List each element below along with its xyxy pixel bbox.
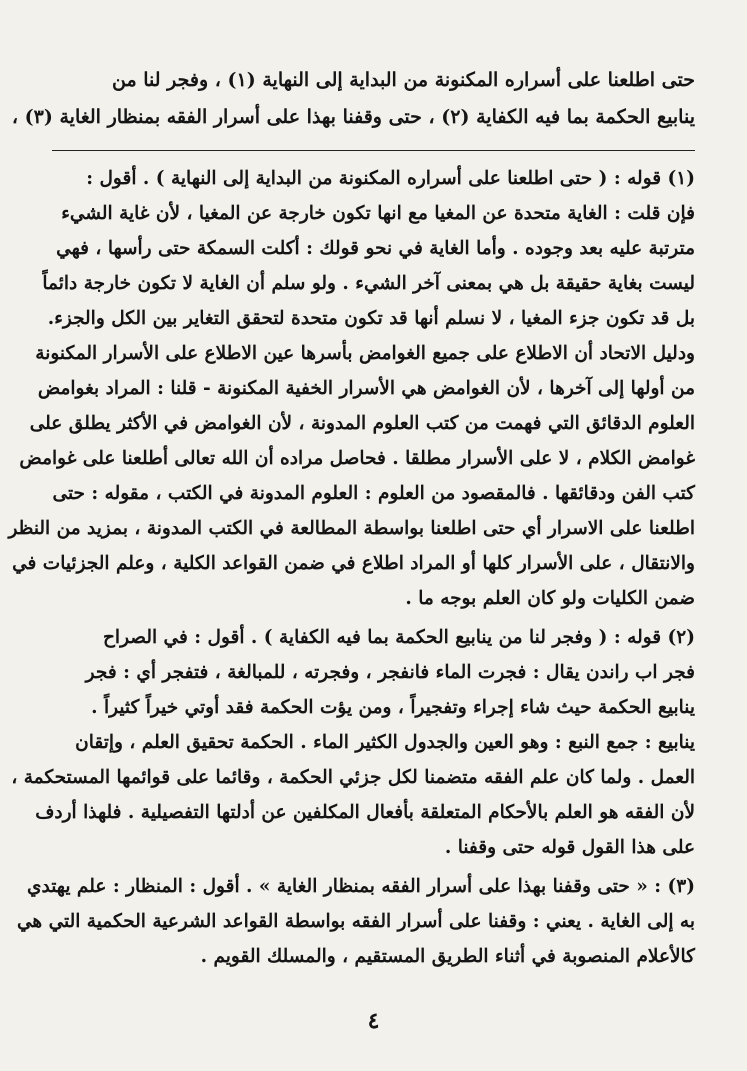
footnote-line: (٢) قوله : ( وفجر لنا من ينابيع الحكمة بما فيه الكفاية ) . أقول : في الصراح: [102, 627, 695, 648]
footnote-divider: [52, 150, 695, 151]
footnote-line: ودليل الاتحاد أن الاطلاع على جميع الغوامض بأسرها عين الاطلاع على الأسرار المكنونة: [35, 343, 695, 364]
footnote-line: مترتبة عليه بعد وجوده . وأما الغاية في نحو قولك : أكلت السمكة حتى رأسها ، فهي: [56, 238, 695, 259]
footnote-line: لأن الفقه هو العلم بالأحكام المتعلقة بأفعال المكلفين عن أدلتها التفصيلية . فلهذا أردف: [35, 802, 695, 823]
footnote-1: [8, 161, 695, 616]
page-number: ٤: [367, 1008, 380, 1034]
footnote-line: غوامض الكلام ، لا على الأسرار مطلقا . فحاصل مراده أن الله تعالى أطلعنا على غوامض: [19, 448, 695, 469]
footnote-line: ينابيع الحكمة حيث شاء إجراء وتفجيراً ، ومن يؤت الحكمة فقد أوتي خيراً كثيراً .: [91, 697, 695, 718]
footnote-line: كتب الفن ودقائقها . فالمقصود من العلوم : العلوم المدونة في الكتب ، مقوله : حتى: [52, 483, 695, 504]
footnote-line: ضمن الكليات ولو كان العلم بوجه ما .: [405, 588, 695, 609]
footnote-3: [16, 869, 695, 974]
footnote-line: فإن قلت : الغاية متحدة عن المغيا مع انها تكون خارجة عن المغيا ، لأن غاية الشيء: [61, 203, 695, 224]
footnote-line: اطلعنا على الاسرار أي حتى اطلعنا بواسطة المطالعة في الكتب المدونة ، بمزيد من النظر: [8, 518, 695, 539]
footnote-line: به إلى الغاية . يعني : وقفنا على أسرار الفقه بواسطة القواعد الشرعية الحكمية التي هي: [16, 911, 695, 932]
main-text: [11, 62, 695, 136]
footnote-line: (١) قوله : ( حتى اطلعنا على أسراره المكنونة من البداية إلى النهاية ) . أقول :: [86, 168, 695, 189]
main-line: ينابيع الحكمة بما فيه الكفاية (٢) ، حتى وقفنا بهذا على أسرار الفقه بمنظار الغاية (٣) ،: [11, 106, 695, 128]
footnote-line: (٣) : « حتى وقفنا بهذا على أسرار الفقه بمنظار الغاية » . أقول : المنظار : علم يهتدي: [27, 876, 695, 897]
footnote-line: والانتقال ، على الأسرار كلها أو المراد اطلاع في ضمن القواعد الكلية ، وعلم الجزئيات في: [12, 553, 695, 574]
footnote-line: ليست بغاية حقيقة بل هي بمعنى آخر الشيء . ولو سلم أن الغاية لا تكون خارجة دائماً: [42, 273, 695, 294]
footnote-line: فجر اب راندن يقال : فجرت الماء فانفجر ، وفجرته ، للمبالغة ، فتفجر أي : فجر: [85, 662, 695, 683]
main-line: حتى اطلعنا على أسراره المكنونة من البداية إلى النهاية (١) ، وفجر لنا من: [111, 69, 695, 91]
footnote-line: من أولها إلى آخرها ، لأن الغوامض هي الأسرار الخفية المكنونة - قلنا : المراد بغوامض: [37, 378, 695, 399]
footnote-2: [11, 620, 695, 865]
footnote-line: ينابيع : جمع النبع : وهو العين والجدول الكثير الماء . الحكمة تحقيق العلم ، وإتقان: [75, 732, 695, 753]
footnote-line: بل قد تكون جزء المغيا ، لا نسلم أنها قد تكون متحدة لتحقق التغاير بين الكل والجزء.: [47, 308, 695, 329]
footnote-line: كالأعلام المنصوبة في أثناء الطريق المستقيم ، والمسلك القويم .: [200, 946, 695, 967]
footnote-line: العمل . ولما كان علم الفقه متضمنا لكل جزئي الحكمة ، وقائما على قوائمها المستحكمة ،: [11, 767, 695, 788]
footnote-line: على هذا القول قوله حتى وقفنا .: [444, 837, 695, 858]
footnote-line: العلوم الدقائق التي فهمت من كتب العلوم المدونة ، لأن الغوامض في الأكثر يطلق على: [29, 413, 695, 434]
